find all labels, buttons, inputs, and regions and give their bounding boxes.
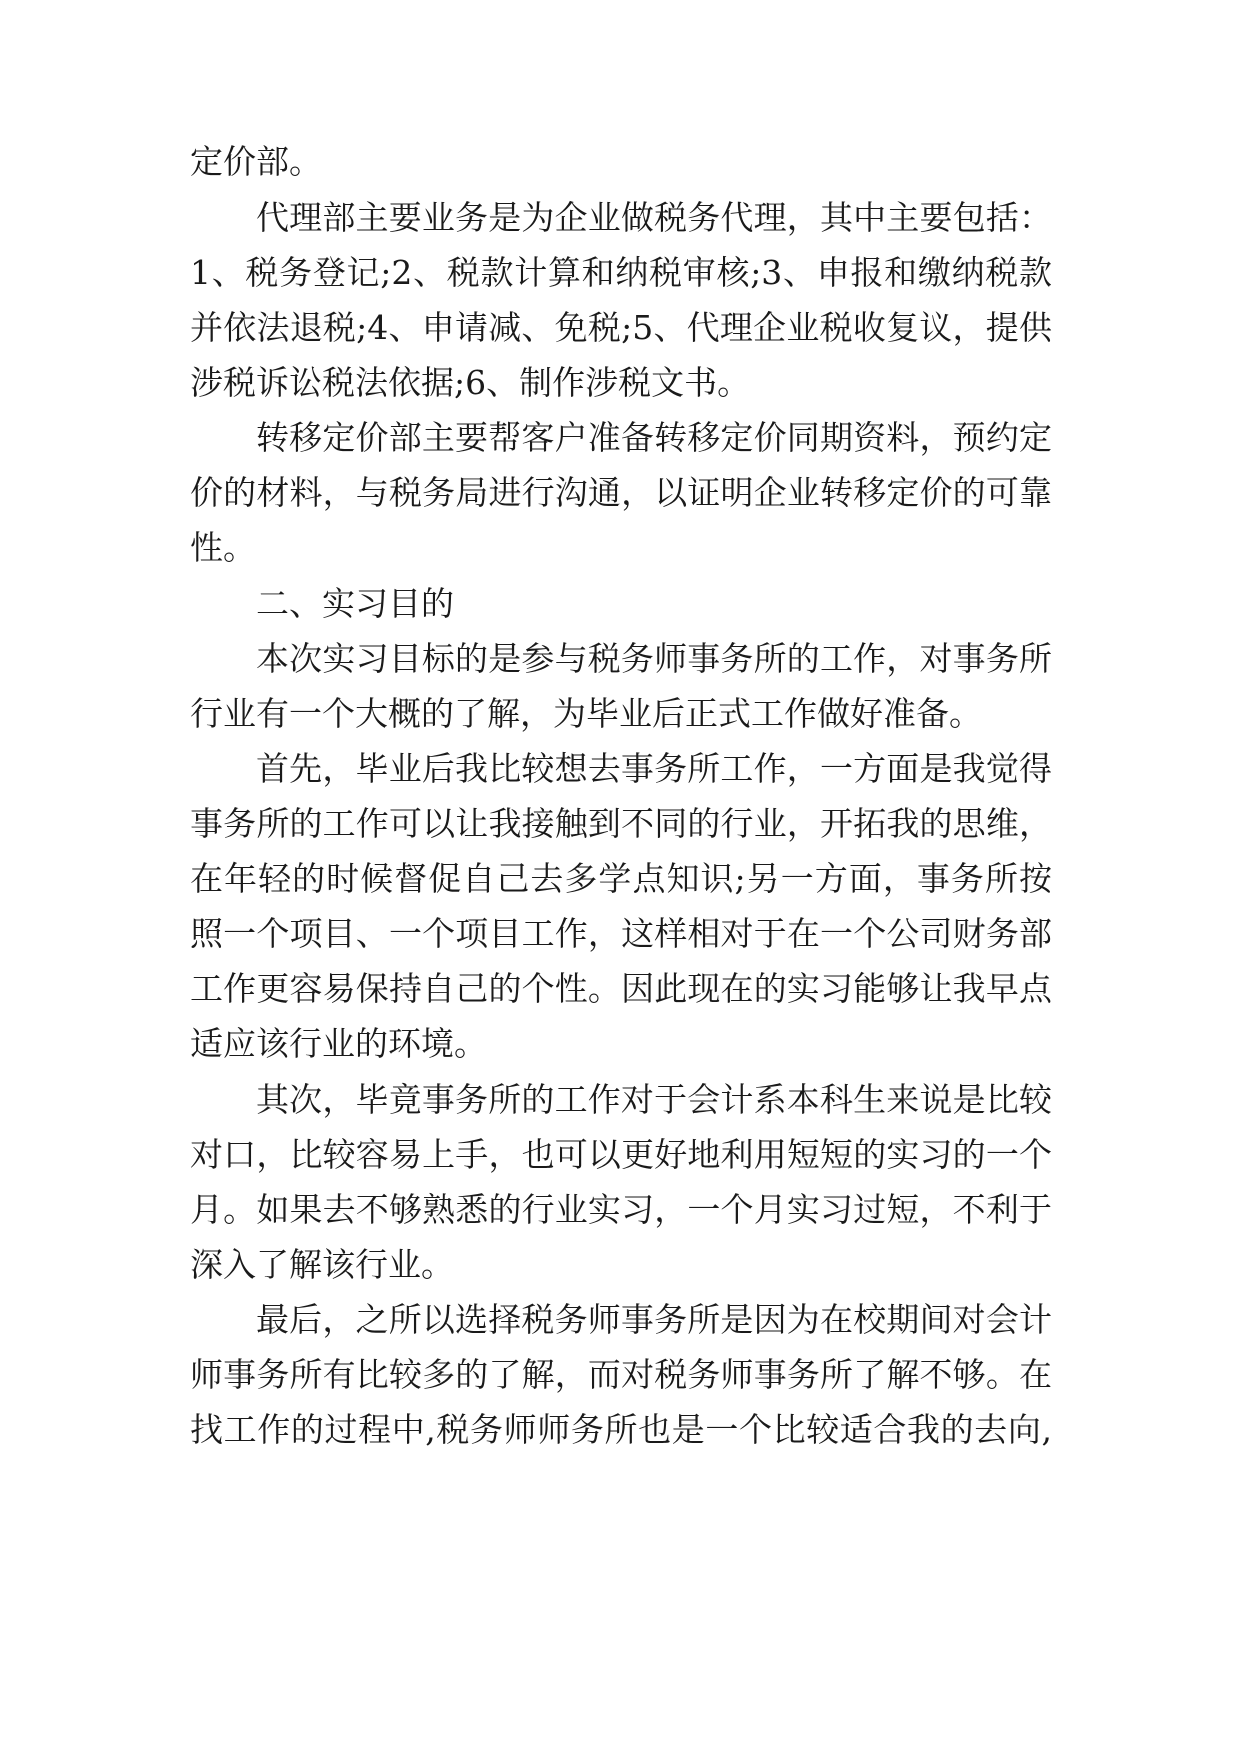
- text-line: 代理部主要业务是为企业做税务代理，其中主要包括：: [256, 198, 1052, 237]
- section-heading: 二、实习目的: [256, 584, 454, 623]
- text-line: 性。: [190, 528, 256, 567]
- text-line: 在年轻的时候督促自己去多学点知识;另一方面，事务所按: [190, 859, 1052, 898]
- text-line: 找工作的过程中,税务师师务所也是一个比较适合我的去向,: [190, 1410, 1052, 1449]
- text-line: 最后，之所以选择税务师事务所是因为在校期间对会计: [256, 1300, 1052, 1339]
- text-line: 工作更容易保持自己的个性。因此现在的实习能够让我早点: [190, 969, 1052, 1008]
- text-line: 师事务所有比较多的了解，而对税务师事务所了解不够。在: [190, 1355, 1052, 1394]
- text-line: 价的材料，与税务局进行沟通，以证明企业转移定价的可靠: [190, 473, 1052, 512]
- text-line: 首先，毕业后我比较想去事务所工作，一方面是我觉得: [256, 749, 1052, 788]
- text-line: 并依法退税;4、申请减、免税;5、代理企业税收复议，提供: [190, 308, 1052, 347]
- text-line: 本次实习目标的是参与税务师事务所的工作，对事务所: [256, 639, 1052, 678]
- text-line: 月。如果去不够熟悉的行业实习，一个月实习过短，不利于: [190, 1190, 1052, 1229]
- text-line: 事务所的工作可以让我接触到不同的行业，开拓我的思维，: [190, 804, 1052, 843]
- text-line: 对口，比较容易上手，也可以更好地利用短短的实习的一个: [190, 1135, 1052, 1174]
- text-line: 定价部。: [190, 142, 322, 181]
- text-line: 适应该行业的环境。: [190, 1024, 487, 1063]
- text-line: 行业有一个大概的了解，为毕业后正式工作做好准备。: [190, 694, 982, 733]
- text-line: 其次，毕竟事务所的工作对于会计系本科生来说是比较: [256, 1080, 1052, 1119]
- text-line: 转移定价部主要帮客户准备转移定价同期资料，预约定: [256, 418, 1052, 457]
- text-line: 深入了解该行业。: [190, 1245, 454, 1284]
- text-line: 涉税诉讼税法依据;6、制作涉税文书。: [190, 363, 751, 402]
- text-line: 照一个项目、一个项目工作，这样相对于在一个公司财务部: [190, 914, 1052, 953]
- text-line: 1、税务登记;2、税款计算和纳税审核;3、申报和缴纳税款: [190, 253, 1052, 292]
